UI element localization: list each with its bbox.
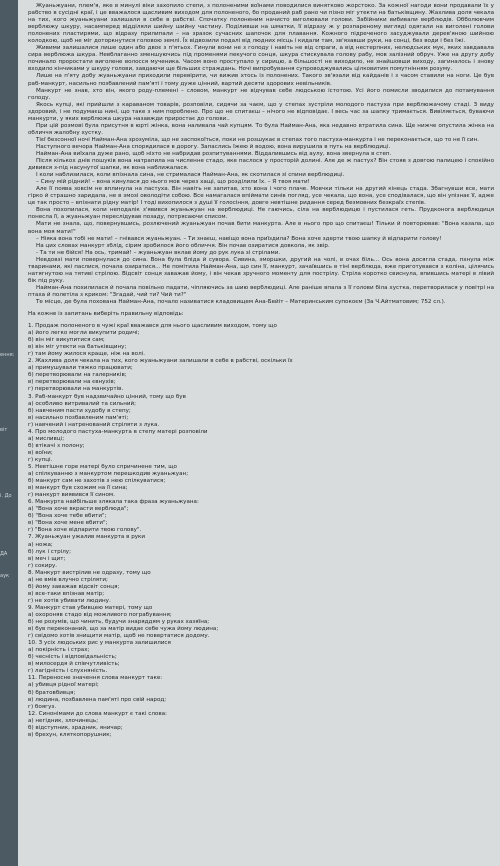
question-text: 11. Переносне значення слова манкурт таке:: [28, 675, 163, 682]
answer-option[interactable]: б) втікачі з полону;: [28, 442, 85, 449]
answer-option[interactable]: а) його легко могли викупити родичі;: [28, 330, 140, 337]
story-paragraph: На цих словах манкурт зблід, сірим зробилося його обличчя. Він почав озиратися довкола, як звір.: [36, 242, 330, 249]
answer-option[interactable]: в) "Вона хоче мене вбити";: [28, 520, 108, 527]
sidebar-label-6[interactable]: ДА: [0, 551, 8, 557]
question-text: 8. Манкурт вистрілив не одразу, тому що: [28, 569, 151, 576]
story-paragraph: Мати не знала, що, повернувшись, розлючений жуаньжуан почав бити манкурта. Але в нього про що спитаєш! Тільки й повторював: "Вона казала, що вона моя мати!": [28, 221, 494, 235]
sidebar-label-3[interactable]: ення:: [0, 352, 15, 358]
question-item: [28, 429, 494, 464]
answer-option[interactable]: в) манкурт був схожим на її сина;: [28, 485, 128, 492]
question-item: [28, 711, 494, 739]
story-paragraph: Але її поява зовсім не вплинула на пастуха. Він навіть не запитав, хто вона і чого плаче. Мовчки тільки на другий кінець стада. Збагнувши все, мати гірко й страшно заридала, не в змозі оволодіти собою. Все намагалася впіймати синів погляд, усе чекала, що вона, усе сподівалася, що він упізнає її, адже це так просто – впізнати рідну матір! І тоді вихопилося з душі її голосіння, довге невтішне ридання серед безмовних безкраїх степів.: [28, 186, 494, 207]
answer-option[interactable]: а) убивця рідної матері;: [28, 682, 99, 689]
answer-option[interactable]: б) братовбивця;: [28, 689, 76, 696]
story-text: [28, 3, 494, 306]
question-text: 6. Манкурта найбільше злякала така фраза жуаньжуана:: [28, 499, 199, 506]
answer-option[interactable]: г) не хотів убивати людину.: [28, 597, 111, 604]
answer-option[interactable]: г) "Вона хоче відпарити твою голову".: [28, 527, 142, 534]
story-paragraph: При цій розмові була присутня в юрті жінка, вона наливала чай купцям. То була Найман-Ана, яка недавно втратила сина. Ще нижче опустила жінка на обличчя жалобну хустку.: [28, 122, 494, 136]
answer-option[interactable]: а) спілкуванню з манкуртом перешкодив жуаньжуан;: [28, 471, 189, 478]
sidebar-label-5[interactable]: і. До: [0, 493, 12, 499]
answer-option[interactable]: в) насильно позбавленим пам'яті;: [28, 414, 129, 421]
answer-option[interactable]: в) меч і щит;: [28, 555, 66, 562]
questions-list: [28, 323, 494, 739]
story-paragraph: Найман-Ана виїхала дуже рано, щоб ніхто не набридав розпитуваннями. Віддалившись від аулу, вона звернула в степ.: [36, 150, 392, 157]
story-paragraph: Лише на п'яту добу жуаньжуани приходили перевірити, чи вижив хтось із полонених. Такого зв'язали від кайданів і з часом ставили на ноги. Це був раб-манкурт, насильно позбавлений пам'яті і тому дуже цінний, вартий десяти здорових невільників.: [28, 73, 494, 87]
story-paragraph: Якось купці, які прийшли з караваном товарів, розповіли, сидячи за чаєм, що у степах зустріли молодого пастуха при верблюжачому стаді. З виду здоровий, і не подумаєш нині, що таке з ним пороблено. Про що не спитаєш – нічого не відповідає. І весь час за шапку тримається. Вивіляється, буваючи манкурти, у яких верблюжа шкура назавжди приростає до голови..: [28, 101, 494, 122]
question-item: [28, 640, 494, 675]
story-paragraph: – Ніяка вона тобі не мати! – гнівався жуаньжуан. – Ти знаєш, навіщо вона приїздила? Вона хоче здерти твою шапку й відпарити голову!: [36, 235, 442, 242]
answer-option[interactable]: г) купці.: [28, 456, 53, 463]
answer-option[interactable]: б) чесність і відповідальність;: [28, 654, 117, 661]
answer-option[interactable]: г) сокиру.: [28, 562, 58, 569]
story-paragraph: - Та ти не бійся! На ось, тримай! – жуаньжуан вклав йому до рук лука зі стрілами.: [36, 249, 281, 256]
question-text: 9. Манкурт став убивцею матері, тому що: [28, 604, 153, 611]
answer-option[interactable]: б) він міг викупитися сам;: [28, 337, 105, 344]
story-paragraph: Вона похопилася, коли неподалік з'явився жуаньжуан на верблюдиці. Не гаючись, сіла на верблюдицю і пустилася геть. Прудконога верблюдиця понесла її, а жуаньжуан переслідував позаду, потрясаючи списом.: [28, 207, 494, 221]
answer-option[interactable]: г) там йому жилося краще, ніж на волі.: [28, 351, 145, 358]
answer-option[interactable]: б) лук і стрілу;: [28, 548, 71, 555]
answer-option[interactable]: а) ножа;: [28, 541, 53, 548]
question-item: [28, 534, 494, 569]
answer-option[interactable]: в) воїни;: [28, 449, 53, 456]
answer-option[interactable]: в) перетворювали на євнухів;: [28, 379, 116, 386]
question-item: [28, 358, 494, 393]
story-paragraph: Живими залишалися лише один або двоє з п'ятьох. Гинули вони не з голоду і навіть не від спраги, а від нестерпних, нелюдських мук, яких завдавала сира верблюжа шкура. Невблаганно зменшуючись під променями пекучого сонця, шкура стискувала голову рабу, мов залізний обруч. Уже на другу добу починало проростати виголене волосся мученика. Часом воно проступало у сирицю, а більшості не виходило, не знайшовши виходу, загиналось і знову входило кінчиками у шкуру голови, завдаючи ще більших страждань. Ночі випробування супроводжувались цілковитим помутнінням розуму.: [28, 45, 494, 73]
answer-option[interactable]: в) брехун, кляткопорушник;: [28, 731, 112, 738]
question-item: [28, 675, 494, 710]
question-text: 1. Продаж полоненого в чужі краї вважався для нього щасливим виходом, тому що: [28, 323, 277, 330]
sidebar-label-4[interactable]: віт: [0, 427, 8, 433]
answer-option[interactable]: а) покірність і страх;: [28, 647, 90, 654]
answer-option[interactable]: а) негідник, злочинець;: [28, 717, 99, 724]
question-item: [28, 605, 494, 640]
question-text: 3. Раб-манкурт був надзвичайно цінний, тому що був: [28, 393, 186, 400]
answer-option[interactable]: г) навчений і натренований стріляти з лука.: [28, 421, 160, 428]
answer-option[interactable]: г) свідомо хотів знищити матір, щоб не повертатися додому.: [28, 633, 210, 640]
question-text: 7. Жуаньжуан ужалив манкурта в руки: [28, 534, 146, 541]
document-body: [18, 0, 500, 739]
story-paragraph: Жуаньжуани, плем'я, яке в минулі віки захопило степи, з полоненими воїнами поводилися винятково жорстоко. За кожної нагоди вони продавали їх у рабство в сусідні краї, і це вважалося щасливим виходом для полоненого, бо проданий раб рано чи пізно міг утекти на батьківщину. Жахлива доля чекала на тих, кого жуаньжуани залишали в себе в рабстві. Спочатку полоненим начисто виголювали голови. Забійники вибивали верблюдів. Обболювчим верблюжу шкуру, насамперед відділяли шийну шийну частину. Поділивши на шматки, її відразу ж у розпареному вигляді одягали на виголені голови полонених пластирями, що відразу прилипали – на зразок сучасних шапочок для плавання. Кожного підреченого засуджували дерев'яною шийною колодкою, щоб не міг доторкнутися головою землі. Їх відвозили подалі від людних місць і кидали там, зв'язавши руки, на сонці, без води і без їжі.: [28, 3, 494, 45]
left-sidebar: [0, 0, 18, 866]
answer-option[interactable]: г) перетворювали на манкуртів.: [28, 386, 124, 393]
story-paragraph: І коли наблизилася, коли впізнала сина, не стрималася Найман-Ана, як скотилася зі спини верблюдиці.: [36, 172, 345, 179]
answer-option[interactable]: в) все-таки впізнав матір;: [28, 590, 105, 597]
story-paragraph: Те місце, де була похована Найман-Ана, почало називатися кладовищем Ана-Бейіт – Материнським супокоєм (За Ч.Айтматовим; 752 сл.).: [36, 298, 446, 305]
answer-option[interactable]: а) примушували тяжко працювати;: [28, 365, 133, 372]
answer-option[interactable]: а) не вмів влучно стріляти;: [28, 576, 108, 583]
answer-option[interactable]: в) був переконаний, що за матір видає себе чужа йому людина;: [28, 626, 219, 633]
story-paragraph: Найман-Ана похилилася й почала повільно падати, чіпляючись за шию верблюдиці. Але раніше впала з її голови біла хустка, перетворилася у повітрі на птаха й полетіла з криком: "Згадай, чий ти? Чий ти?": [28, 284, 494, 298]
answer-option[interactable]: в) людина, позбавлена пам'яті про свій народ;: [28, 696, 167, 703]
question-item: [28, 499, 494, 534]
sidebar-label-7[interactable]: аук: [0, 573, 10, 579]
question-item: [28, 570, 494, 605]
story-paragraph: Невдовзі мати повернулася до сина. Вона була бліда й сувора. Сивина, зморшки, другий на чолі, в очах біль... Ось вона досягла стада, пхнула між тваринами, які паслися, почала озиратися... Не помітила Найман-Ана, що син її, манкурт, зачаївшись в тіні верблюда, вже приготувався з коліна, цілячись натягнутою на тятиві стрілою. Відсвіт сонця заважав йому, і він чекав зручного моменту для пострілу. Стріла коротко свиснула, впившись матері в лівий бік під руку.: [28, 256, 494, 284]
question-text: 5. Невтішне горе матері було спричинене тим, що: [28, 464, 177, 470]
story-paragraph: Манкурт не знав, хто він, якого роду-племені – словом, манкурт не відчував себе людською істотою. Усі його помисли зводилися до потамування голоду.: [28, 87, 494, 101]
answer-option[interactable]: б) перетворювали на галерників;: [28, 372, 127, 379]
answer-option[interactable]: в) милосердя й співчутливість;: [28, 661, 120, 668]
document-page: [18, 0, 500, 866]
answer-option[interactable]: б) навченим пасти худобу в степу;: [28, 407, 131, 414]
question-text: 4. Про молодого пастуха-манкурта в степу матері розповіли: [28, 428, 208, 435]
task-header: На кожне із запитань виберіть правильну відповідь:: [28, 311, 184, 318]
answer-option[interactable]: г) манкурт виявився її сином.: [28, 492, 115, 499]
answer-option[interactable]: г) боягуз.: [28, 703, 57, 710]
story-paragraph: Наступного вечора Найман-Ана спорядилася в дорогу. Запаслись їжею й водою, вона вирушила в путь на верблюдиці.: [36, 143, 391, 150]
question-text: 10. З усіх людських рис у манкурта залишилися: [28, 640, 171, 647]
question-item: [28, 323, 494, 358]
answer-option[interactable]: в) він міг утекти на батьківщину;: [28, 344, 127, 351]
story-paragraph: Після кількох днів пошуків вона натрапила на численне стадо, яке паслося у просторій долині. Але де ж пастух? Він стояв з довгою палицею і спокійно дивився з-під насунутої шапки, як вона наближалася.: [28, 158, 494, 172]
answer-option[interactable]: б) манкурт сам не захотів з нею спілкуватися;: [28, 478, 166, 485]
question-text: 12. Синонімами до слова манкурт є такі слова:: [28, 710, 167, 717]
answer-option[interactable]: б) "Вона хоче тебе вбити";: [28, 513, 107, 520]
answer-option[interactable]: б) не розумів, що чинить, будучи знаряддям у руках хазяїна;: [28, 619, 210, 626]
answer-option[interactable]: а) "Вона хоче вкрасти верблюда";: [28, 506, 129, 513]
story-paragraph: – Сину мій рідний! – вона кинулася до нього мов через хащі, що розділили їх. – Я твоя мати!: [36, 179, 310, 186]
question-item: [28, 394, 494, 429]
answer-option[interactable]: г) лагідність і слухняність.: [28, 668, 108, 675]
answer-option[interactable]: а) мисливці;: [28, 435, 65, 442]
question-text: 2. Жахлива доля чекала на тих, кого жуаньжуани залишали в себе в рабстві, оскільки їх: [28, 358, 293, 365]
question-item: [28, 464, 494, 499]
answer-option[interactable]: а) особливо витривалий та сильний;: [28, 400, 137, 407]
answer-option[interactable]: а) охороняв стадо від можливого пограбування;: [28, 611, 172, 618]
story-paragraph: Тієї безсонної ночі Найман-Ана зрозуміла, що не заспокоїться, поки не розшукає в степах того пастуха-манкурта і не переконається, що то не її син.: [36, 136, 479, 143]
answer-option[interactable]: б) йому заважав відсвіт сонця;: [28, 583, 120, 590]
answer-option[interactable]: б) відступник, зрадник, яничар;: [28, 724, 123, 731]
